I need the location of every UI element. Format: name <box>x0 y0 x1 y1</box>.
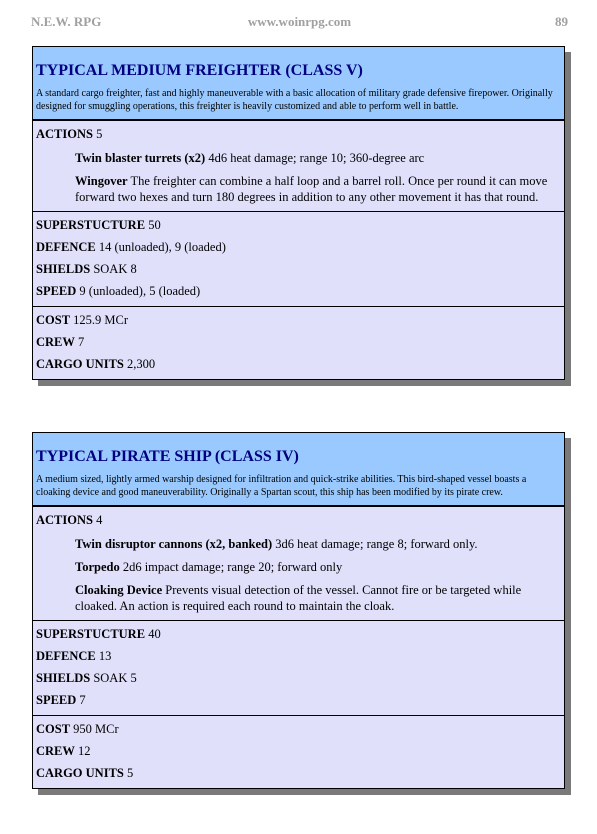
stat-label: SPEED <box>36 693 77 707</box>
stat-value: 12 <box>78 744 91 758</box>
stat-label: COST <box>36 313 71 327</box>
ability-name: Wingover <box>75 174 128 188</box>
stat-defence <box>36 646 561 668</box>
ship-title: TYPICAL PIRATE SHIP (CLASS IV) <box>36 448 299 465</box>
stat-cargo <box>36 763 561 785</box>
ship-title: TYPICAL MEDIUM FREIGHTER (CLASS V) <box>36 62 363 79</box>
stat-value: 950 MCr <box>73 722 119 736</box>
actions-line <box>36 510 561 532</box>
ship-description: A medium sized, lightly armed warship designed for infiltration and quick-strike abilities. This bird-shaped vessel boasts a cloaking device and good maneuverability. Originally a Spartan scout, this ship has been modified by its pirate crew. <box>36 474 527 498</box>
stat-value: 7 <box>78 335 85 349</box>
stat-label: SHIELDS <box>36 262 91 276</box>
ability-text: Prevents visual detection of the vessel. Cannot fire or be targeted while cloaked. An action is required each round to maintain the cloak. <box>75 583 522 613</box>
stat-cost <box>36 310 561 332</box>
page-header <box>31 14 568 32</box>
ability-text: 3d6 heat damage; range 8; forward only. <box>275 537 478 551</box>
stat-value: SOAK 5 <box>93 671 137 685</box>
stat-label: SUPERSTUCTURE <box>36 218 146 232</box>
ship-description: A standard cargo freighter, fast and highly maneuverable with a basic allocation of military grade defensive firepower. Originally designed for smuggling operations, this freighter is heavily customized and able to perform well in battle. <box>36 88 553 112</box>
stat-shields <box>36 259 561 281</box>
stat-crew <box>36 741 561 763</box>
stat-superstructure <box>36 624 561 646</box>
actions-label: ACTIONS <box>36 127 93 141</box>
ship-statblock-freighter <box>32 46 565 380</box>
statblock-header <box>33 47 564 120</box>
stat-label: CREW <box>36 744 75 758</box>
ability-name: Torpedo <box>75 560 120 574</box>
ability <box>36 555 561 578</box>
stat-defence <box>36 237 561 259</box>
actions-line <box>36 124 561 146</box>
stat-value: 40 <box>148 627 161 641</box>
ability-name: Twin blaster turrets (x2) <box>75 151 206 165</box>
stat-crew <box>36 332 561 354</box>
actions-value: 5 <box>96 127 103 141</box>
stat-value: 13 <box>98 649 112 663</box>
stat-shields <box>36 668 561 690</box>
stat-value: 5 <box>127 766 134 780</box>
stat-value: 7 <box>79 693 86 707</box>
ability-text: 2d6 impact damage; range 20; forward only <box>122 560 343 574</box>
ship-statblock-pirate <box>32 432 565 789</box>
ability <box>36 532 561 555</box>
ability-name: Twin disruptor cannons (x2, banked) <box>75 537 273 551</box>
stat-value: 50 <box>148 218 161 232</box>
stat-label: SHIELDS <box>36 671 91 685</box>
ability-name: Cloaking Device <box>75 583 163 597</box>
stat-label: SPEED <box>36 284 77 298</box>
cost-section <box>33 306 564 379</box>
actions-section <box>33 120 564 211</box>
stat-cargo <box>36 354 561 376</box>
ability <box>36 169 561 208</box>
stat-label: CARGO UNITS <box>36 766 124 780</box>
ability-text: The freighter can combine a half loop and a barrel roll. Once per round it can move forward two hexes and turn 180 degrees in addition to any other movement it has that round. <box>75 174 548 204</box>
stats-section <box>33 211 564 306</box>
stat-value: 14 (unloaded), 9 (loaded) <box>98 240 226 254</box>
actions-label: ACTIONS <box>36 513 93 527</box>
stat-label: CARGO UNITS <box>36 357 124 371</box>
stats-section <box>33 620 564 715</box>
stat-cost <box>36 719 561 741</box>
stat-value: 9 (unloaded), 5 (loaded) <box>79 284 201 298</box>
stat-label: CREW <box>36 335 75 349</box>
actions-value: 4 <box>96 513 103 527</box>
stat-label: COST <box>36 722 71 736</box>
stat-value: 2,300 <box>127 357 156 371</box>
ability <box>36 146 561 169</box>
stat-label: SUPERSTUCTURE <box>36 627 146 641</box>
ability-text: 4d6 heat damage; range 10; 360-degree arc <box>208 151 425 165</box>
stat-value: 125.9 MCr <box>73 313 129 327</box>
page-number: 89 <box>555 14 568 29</box>
actions-section <box>33 506 564 620</box>
statblock-header <box>33 433 564 506</box>
stat-value: SOAK 8 <box>93 262 137 276</box>
stat-superstructure <box>36 215 561 237</box>
header-website: www.woinrpg.com <box>247 14 352 29</box>
ability <box>36 578 561 617</box>
stat-label: DEFENCE <box>36 649 96 663</box>
stat-speed <box>36 281 561 303</box>
cost-section <box>33 715 564 788</box>
header-game-title: N.E.W. RPG <box>31 14 102 29</box>
stat-label: DEFENCE <box>36 240 96 254</box>
stat-speed <box>36 690 561 712</box>
